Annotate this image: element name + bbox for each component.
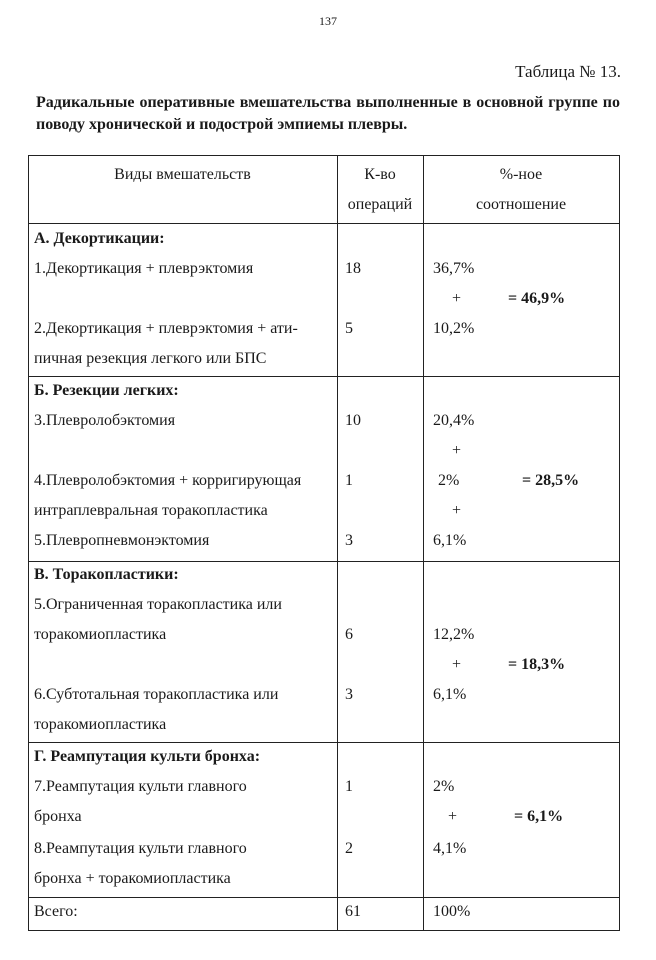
header-percent-line2: соотношение	[475, 196, 567, 213]
section-divider	[28, 376, 620, 377]
section-divider	[28, 561, 620, 562]
row-count: 18	[345, 260, 361, 277]
row-percent: 36,7%	[433, 260, 475, 277]
page-number: 137	[319, 14, 337, 28]
row-count: 5	[345, 320, 353, 337]
row-name: 5.Плевропневмонэктомия	[34, 532, 210, 549]
table-number: Таблица № 13.	[515, 62, 621, 81]
section-title: В. Торакопластики:	[34, 566, 179, 583]
plus-sign: +	[452, 656, 462, 673]
row-count: 10	[345, 412, 361, 429]
totals-divider	[28, 897, 620, 898]
header-percent-line1: %-ное	[499, 166, 543, 183]
row-count: 6	[345, 626, 353, 643]
header-types: Виды вмешательств	[114, 166, 251, 183]
totals-label: Всего:	[34, 903, 78, 920]
table-border-top	[28, 155, 620, 156]
data-table	[28, 155, 620, 931]
row-count: 2	[345, 840, 353, 857]
column-divider	[423, 155, 424, 931]
totals-count: 61	[345, 903, 361, 920]
row-name: 2.Декортикация + плеврэктомия + ати-	[34, 320, 298, 337]
row-name: 3.Плевролобэктомия	[34, 412, 176, 429]
row-percent: 10,2%	[433, 320, 475, 337]
row-count: 1	[345, 778, 353, 795]
row-count: 1	[345, 472, 353, 489]
row-name: торакомиопластика	[34, 626, 167, 643]
row-name: пичная резекция легкого или БПС	[34, 350, 267, 367]
row-percent: 2%	[438, 472, 460, 489]
section-title: Б. Резекции легких:	[34, 382, 179, 399]
row-name: 6.Субтотальная торакопластика или	[34, 686, 279, 703]
table-caption: Радикальные оперативные вмешательства выполненные в основной группе по поводу хронической и подострой эмпиемы плевры.	[36, 94, 620, 133]
table-border-bottom	[28, 930, 620, 931]
section-title: А. Декортикации:	[34, 230, 165, 247]
row-percent: 6,1%	[433, 532, 467, 549]
section-divider	[28, 742, 620, 743]
row-percent: 4,1%	[433, 840, 467, 857]
row-name: 4.Плевролобэктомия + корригирующая	[34, 472, 302, 489]
totals-percent: 100%	[433, 903, 471, 920]
row-name: бронха	[34, 808, 82, 825]
row-percent: 2%	[433, 778, 455, 795]
table-border-left	[28, 155, 29, 931]
row-name: интраплевральная торакопластика	[34, 502, 268, 519]
plus-sign: +	[452, 290, 462, 307]
row-percent: 20,4%	[433, 412, 475, 429]
row-percent: 12,2%	[433, 626, 475, 643]
header-count-line1: К-во	[364, 166, 396, 183]
row-name: 5.Ограниченная торакопластика или	[34, 596, 282, 613]
header-count-line2: операций	[347, 196, 413, 213]
section-total: = 18,3%	[508, 656, 566, 673]
plus-sign: +	[448, 808, 458, 825]
row-name: бронха + торакомиопластика	[34, 870, 231, 887]
row-name: 7.Реампутация культи главного	[34, 778, 247, 795]
row-count: 3	[345, 532, 353, 549]
column-divider	[337, 155, 338, 931]
plus-sign: +	[452, 502, 462, 519]
row-name: 8.Реампутация культи главного	[34, 840, 247, 857]
header-divider	[28, 223, 620, 224]
table-border-right	[619, 155, 620, 931]
section-title: Г. Реампутация культи бронха:	[34, 748, 261, 765]
section-total: = 46,9%	[508, 290, 566, 307]
row-count: 3	[345, 686, 353, 703]
row-name: торакомиопластика	[34, 716, 167, 733]
plus-sign: +	[452, 442, 462, 459]
section-total: = 28,5%	[522, 472, 580, 489]
row-name: 1.Декортикация + плеврэктомия	[34, 260, 254, 277]
row-percent: 6,1%	[433, 686, 467, 703]
section-total: = 6,1%	[514, 808, 564, 825]
